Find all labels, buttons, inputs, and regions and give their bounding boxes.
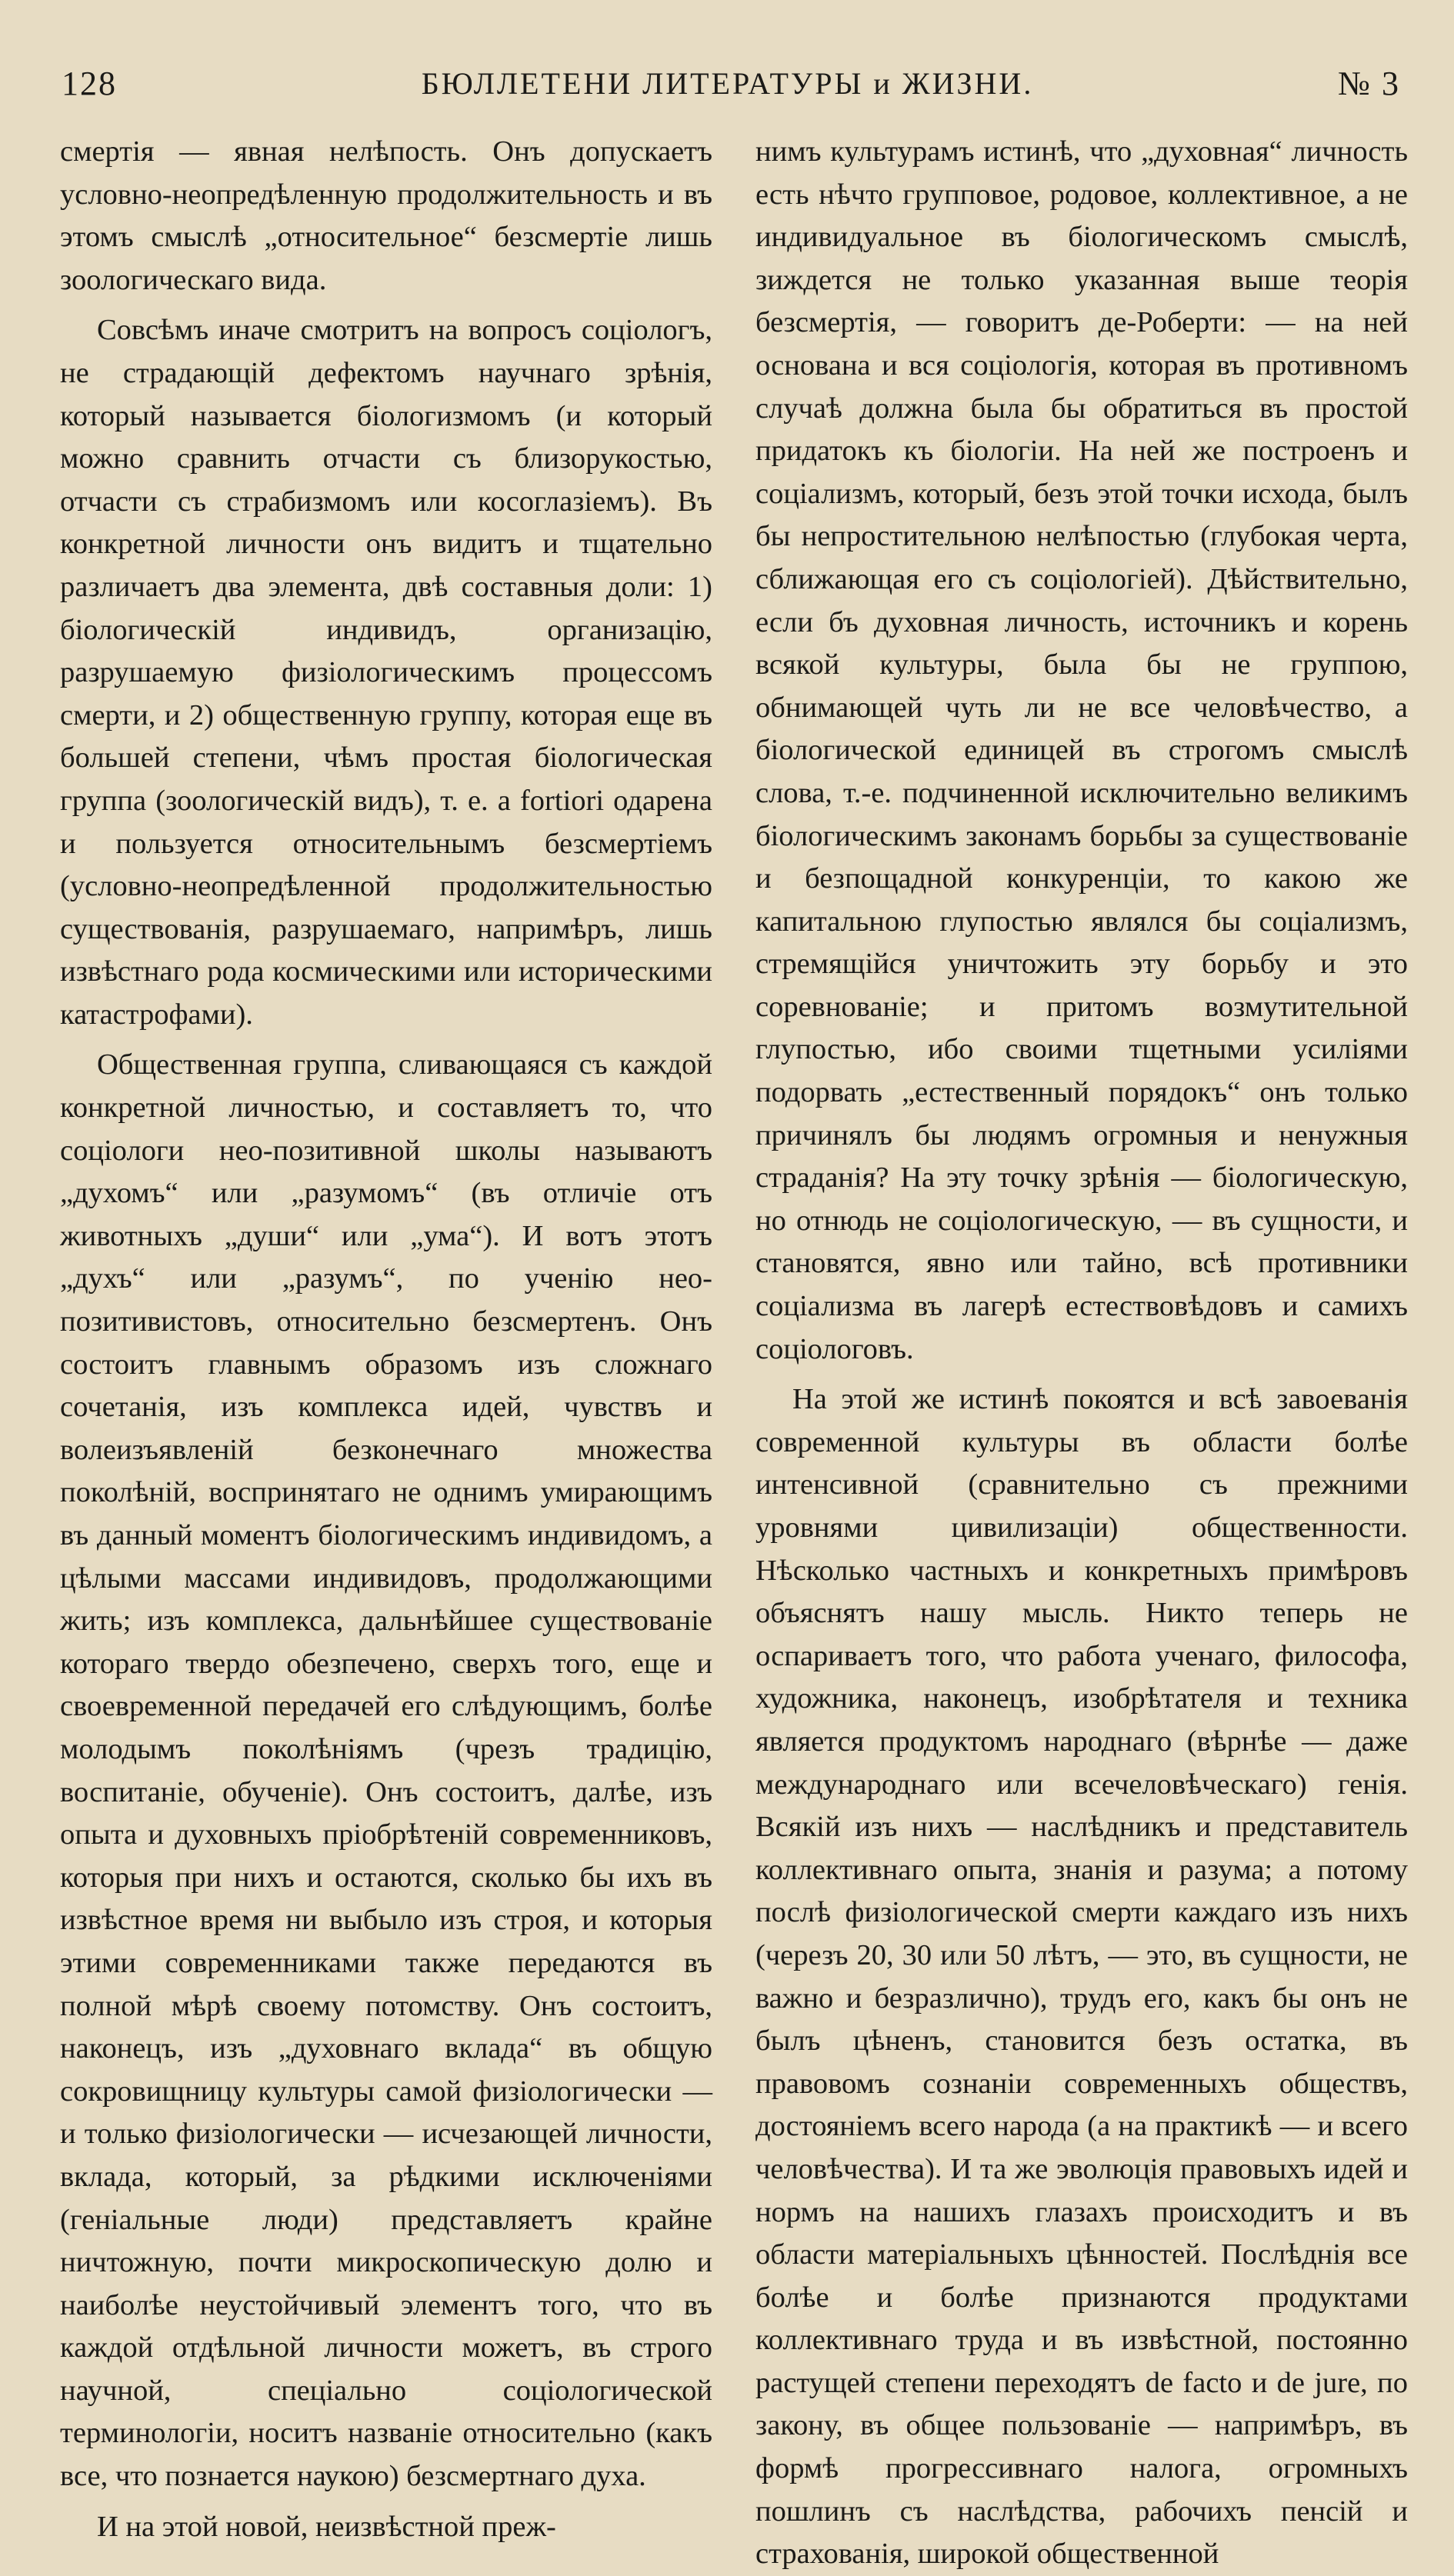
text-columns: [60, 131, 1408, 2571]
left-column: [60, 131, 712, 2543]
right-column: [755, 131, 1408, 2571]
running-header: [62, 60, 1400, 106]
journal-title: БЮЛЛЕТЕНИ ЛИТЕРАТУРЫ и ЖИЗНИ.: [421, 65, 1034, 101]
paragraph: И на этой новой, неизвѣстной преж-: [97, 2510, 556, 2543]
paragraph: Общественная группа, сливающаяся съ каждой конкретной личностью, и составляетъ то, что соціологи нео-позитивной школы называютъ „духомъ“ или „разумомъ“ (въ отличіе отъ животныхъ „души“ или „ума“). И вотъ этотъ „духъ“ или „разумъ“, по ученію нео-позитивистовъ, относительно безсмертенъ. Онъ состоитъ главнымъ образомъ изъ сложнаго сочетанія, изъ комплекса идей, чувствъ и волеизъявленій безконечнаго множества поколѣній, воспринятаго не однимъ умирающимъ въ данный моментъ біологическимъ индивидомъ, а цѣлыми массами индивидовъ, продолжающими жить; изъ комплекса, дальнѣйшее существованіе котораго твердо обезпечено, сверхъ того, еще и своевременной передачей его слѣдующимъ, болѣе молодымъ поколѣніямъ (чрезъ традицію, воспитаніе, обученіе). Онъ состоитъ, далѣе, изъ опыта и духовныхъ пріобрѣтеній современниковъ, которыя при нихъ и остаются, сколько бы ихъ въ извѣстное время ни выбыло изъ строя, и которыя этими современниками также передаются въ полной мѣрѣ своему потомству. Онъ состоитъ, наконецъ, изъ „духовнаго вклада“ въ общую сокровищницу культуры самой физіологически — и только физіологически — исчезающей личности, вклада, который, за рѣдкими исключеніями (геніальные люди) представляетъ крайне ничтожную, почти микроскопическую долю и наиболѣе неустойчивый элементъ того, что въ каждой отдѣльной личности можетъ, въ строго научной, спеціально соціологической терминологіи, носитъ названіе относительно (какъ все, что познается наукою) безсмертнаго духа.: [60, 1048, 712, 2493]
paragraph: смертія — явная нелѣпость. Онъ допускаетъ условно-неопредѣленную продолжительность и въ этомъ смыслѣ „относительное“ безсмертіе лишь зоологическаго вида.: [60, 135, 712, 296]
paragraph: нимъ культурамъ истинѣ, что „духовная“ личность есть нѣчто групповое, родовое, коллективное, а не индивидуальное въ біологическомъ смыслѣ, зиждется не только указанная выше теорія безсмертія, — говоритъ де-Роберти: — на ней основана и вся соціологія, которая въ противномъ случаѣ должна была бы обратиться въ простой придатокъ къ біологіи. На ней же построенъ и соціализмъ, который, безъ этой точки исхода, былъ бы непростительною нелѣпостью (глубокая черта, сближающая его съ соціологіей). Дѣйствительно, если бъ духовная личность, источникъ и корень всякой культуры, была бы не группою, обнимающей чуть ли не все человѣчество, а біологической единицей въ строгомъ смыслѣ слова, т.-е. подчиненной исключительно великимъ біологическимъ законамъ борьбы за существованіе и безпощадной конкуренціи, то какою же капитальною глупостью являлся бы соціализмъ, стремящійся уничтожить эту борьбу и это соревнованіе; и притомъ возмутительной глупостью, ибо своими тщетными усиліями подорвать „естественный порядокъ“ онъ только причинялъ бы людямъ огромныя и ненужныя страданія? На эту точку зрѣнія — біологическую, но отнюдь не соціологическую, — въ сущности, и становятся, явно или тайно, всѣ противники соціализма въ лагерѣ естествовѣдовъ и самихъ соціологовъ.: [755, 135, 1408, 1365]
paragraph: Совсѣмъ иначе смотритъ на вопросъ соціологъ, не страдающій дефектомъ научнаго зрѣнія, который называется біологизмомъ (и который можно сравнить отчасти съ близорукостью, отчасти съ страбизмомъ или косоглазіемъ). Въ конкретной личности онъ видитъ и тщательно различаетъ два элемента, двѣ составныя доли: 1) біологическій индивидъ, организацію, разрушаемую физіологическимъ процессомъ смерти, и 2) общественную группу, которая еще въ большей степени, чѣмъ простая біологическая группа (зоологическій видъ), т. е. a fortiori одарена и пользуется относительнымъ безсмертіемъ (условно-неопредѣленной продолжительностью существованія, разрушаемаго, напримѣръ, лишь извѣстнаго рода космическими или историческими катастрофами).: [60, 314, 712, 1031]
issue-number: № 3: [1338, 64, 1400, 102]
page-number: 128: [62, 64, 117, 102]
paragraph: На этой же истинѣ покоятся и всѣ завоеванія современной культуры въ области болѣе интенсивной (сравнительно съ прежними уровнями цивилизаціи) общественности. Нѣсколько частныхъ и конкретныхъ примѣровъ объяснятъ нашу мысль. Никто теперь не оспариваетъ того, что работа ученаго, философа, художника, наконецъ, изобрѣтателя и техника является продуктомъ народнаго (вѣрнѣе — даже международнаго или всечеловѣческаго) генія. Всякій изъ нихъ — наслѣдникъ и представитель коллективнаго опыта, знанія и разума; а потому послѣ физіологической смерти каждаго изъ нихъ (черезъ 20, 30 или 50 лѣтъ, — это, въ сущности, не важно и безразлично), трудъ его, какъ бы онъ не былъ цѣненъ, становится безъ остатка, въ правовомъ сознаніи современныхъ обществъ, достояніемъ всего народа (а на практикѣ — и всего человѣчества). И та же эволюція правовыхъ идей и нормъ на нашихъ глазахъ происходитъ и въ области матеріальныхъ цѣнностей. Послѣднія все болѣе и болѣе признаются продуктами коллективнаго труда и въ извѣстной, постоянно растущей степени переходятъ de facto и de jure, по закону, въ общее пользованіе — напримѣръ, въ формѣ прогрессивнаго налога, огромныхъ пошлинъ съ наслѣдства, рабочихъ пенсій и страхованія, широкой общественной: [755, 1383, 1408, 2571]
